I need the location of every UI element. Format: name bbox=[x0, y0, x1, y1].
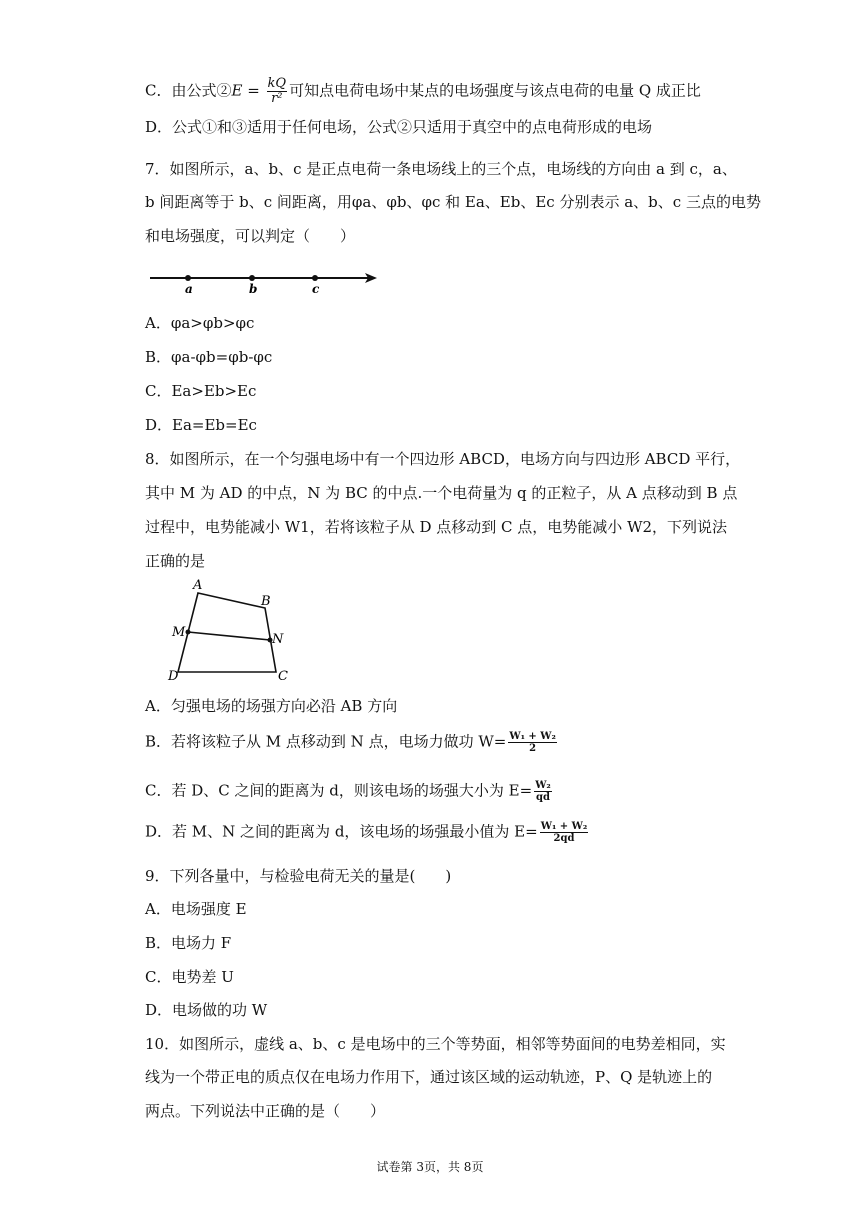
label-N: N bbox=[272, 632, 284, 647]
formula-fraction: $\frac{\text{W₂}}{qd}$ bbox=[535, 780, 551, 803]
label-a: a bbox=[185, 282, 193, 296]
q10-stem-line3: 两点。下列说法中正确的是（ ） bbox=[145, 1102, 386, 1120]
label-D: D bbox=[168, 669, 179, 684]
page-footer: 试卷第 3页，共 8页 bbox=[376, 1160, 484, 1174]
q9-option-b: B．电场力 F bbox=[145, 934, 232, 952]
q6-option-d: D．公式①和③适用于任何电场，公式②只适用于真空中的点电荷形成的电场 bbox=[145, 118, 653, 136]
q9-option-d: D．电场做的功 W bbox=[145, 1001, 268, 1019]
label-A: A bbox=[193, 578, 203, 593]
q7-stem-line1: 7．如图所示，a、b、c 是正点电荷一条电场线上的三个点，电场线的方向由 a 到 c，a、 bbox=[145, 160, 737, 178]
label-c: c bbox=[312, 282, 320, 296]
q9-stem: 9．下列各量中，与检验电荷无关的量是( ) bbox=[145, 867, 452, 885]
q8-stem-line1: 8．如图所示，在一个匀强电场中有一个四边形 ABCD，电场方向与四边形 ABCD 平行， bbox=[145, 450, 741, 468]
q7-stem-line3: 和电场强度，可以判定（ ） bbox=[145, 227, 356, 245]
q9-option-a: A．电场强度 E bbox=[145, 900, 247, 918]
q7-stem-line2: b 间距离等于 b、c 间距离，用φa、φb、φc 和 Ea、Eb、Ec 分别表示 a、b、c 三点的电势 bbox=[145, 193, 761, 211]
formula-fraction: $\frac{kQ}{\text{r²}}$ bbox=[267, 76, 287, 106]
q9-option-c: C．电势差 U bbox=[145, 968, 234, 986]
label-M: M bbox=[172, 625, 186, 640]
q7-option-a: A．φa>φb>φc bbox=[145, 314, 255, 332]
q8-stem-line3: 过程中，电势能减小 W1，若将该粒子从 D 点移动到 C 点，电势能减小 W2，下列说法 bbox=[145, 518, 728, 536]
q7-option-b: B．φa-φb=φb-φc bbox=[145, 348, 273, 366]
formula-fraction: $\frac{\text{W₁ + W₂}}{2qd}$ bbox=[540, 821, 588, 844]
formula-fraction: $\frac{\text{W₁ + W₂}}{2}$ bbox=[509, 731, 556, 754]
segment-mn bbox=[188, 632, 270, 640]
q7-field-line-figure bbox=[145, 265, 385, 297]
point-c bbox=[312, 275, 318, 281]
point-m bbox=[186, 630, 191, 635]
label-b: b bbox=[249, 282, 258, 296]
q7-option-d: D．Ea=Eb=Ec bbox=[145, 416, 257, 434]
q7-option-c: C．Ea>Eb>Ec bbox=[145, 382, 257, 400]
label-B: B bbox=[261, 594, 271, 609]
q8-quadrilateral-figure bbox=[160, 575, 300, 685]
q8-option-c: C．若 D、C 之间的距离为 d，则该电场的场强大小为 E= $\frac{\text{W₂}}{qd}$ bbox=[145, 780, 551, 803]
point-a bbox=[185, 275, 191, 281]
q10-stem-line1: 10．如图所示，虚线 a、b、c 是电场中的三个等势面，相邻等势面间的电势差相同，实 bbox=[145, 1035, 726, 1053]
q8-option-d: D．若 M、N 之间的距离为 d，该电场的场强最小值为 E= $\frac{\text{W₁ + W₂}}{2qd}$ bbox=[145, 821, 588, 844]
q8-stem-line2: 其中 M 为 AD 的中点，N 为 BC 的中点.一个电荷量为 q 的正粒子，从 A 点移动到 B 点 bbox=[145, 484, 738, 502]
q8-option-a: A．匀强电场的场强方向必沿 AB 方向 bbox=[145, 697, 398, 715]
q10-stem-line2: 线为一个带正电的质点仅在电场力作用下，通过该区域的运动轨迹，P、Q 是轨迹上的 bbox=[145, 1068, 713, 1086]
label-C: C bbox=[278, 669, 288, 684]
q6-option-c: C．由公式②E = $\frac{kQ}{\text{r²}}$ 可知点电荷电场中某点的电场强度与该点电荷的电量 Q 成正比 bbox=[145, 76, 701, 106]
point-b bbox=[249, 275, 255, 281]
q8-stem-line4: 正确的是 bbox=[145, 552, 206, 570]
q8-option-b: B．若将该粒子从 M 点移动到 N 点，电场力做功 W= $\frac{\text{W₁ + W₂}}{2}$ bbox=[145, 731, 556, 754]
